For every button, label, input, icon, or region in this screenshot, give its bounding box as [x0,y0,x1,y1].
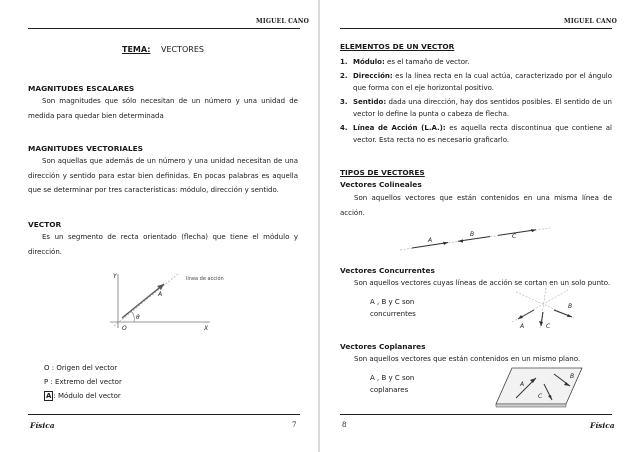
escalares-body: Son magnitudes que sólo necesitan de un número y una unidad de medida para quedar bien determinada [28,97,298,120]
left-page-number: 7 [292,421,297,429]
concurrent-a-label: A [520,323,525,330]
left-page [0,0,318,452]
angle-label: θ [136,314,140,321]
title-label: TEMA: [122,45,151,54]
left-header-rule [28,28,300,29]
element-key: Sentido: [353,98,387,106]
element-item [340,70,612,94]
vector-c-arrow [498,230,536,236]
element-text: es aquella recta discontinua que contiene al vector. Esta recta no es necesario graficarlo. [353,124,612,144]
coplanar-c-label: C [538,393,543,400]
coplanares-figure [496,364,586,410]
left-footer-rule [28,414,300,415]
concurrent-c-label: C [546,323,551,330]
title-text: VECTORES [160,45,204,54]
element-item [340,56,612,68]
coplanar-a-label: A [520,381,525,388]
tipos-heading: TIPOS DE VECTORES [340,168,425,177]
colineal-b-label: B [470,231,475,238]
concurrent-b-label: B [568,303,573,310]
element-num: 4. [340,124,348,132]
y-axis-label: Y [113,273,117,280]
left-footer: Física [30,421,55,430]
legend-origin: O : Origen del vector [44,364,118,372]
line-of-action [114,274,178,326]
right-footer-rule [340,414,612,415]
line-of-action-label: línea de acción [186,276,224,282]
legend-module [44,390,121,403]
coplanares-note-2: coplanares [370,386,409,394]
x-axis-label: X [204,325,209,332]
concurrent-b-head [567,314,572,317]
concurrentes-body: Son aquellos vectores cuyas líneas de acción se cortan en un solo punto. [354,279,611,287]
colineal-c-label: C [512,233,517,240]
vectoriales-body: Son aquellas que además de un número y una unidad necesitan de una dirección y sentido para estar bien definidas. En pocas palabras es aquella que se determinar por tres características: módulo, dirección y sentido. [28,157,298,194]
element-text: dada una dirección, hay dos sentidos posibles. El sentido de un vector lo define la punta o cabeza de flecha. [353,98,612,118]
element-item [340,96,612,120]
element-key: Línea de Acción (L.A.): [353,124,446,132]
escalares-heading: MAGNITUDES ESCALARES [28,84,135,93]
element-key: Dirección: [353,72,393,80]
concurrent-a-head [518,315,523,319]
right-header-rule [340,28,612,29]
vector-figure [100,270,224,340]
element-key: Módulo: [353,58,385,66]
element-text: es la línea recta en la cual actúa, caracterizado por el ángulo que forma con el eje horizontal positivo. [353,72,612,92]
element-text: es el tamaño de vector. [384,58,470,66]
vectoriales-heading: MAGNITUDES VECTORIALES [28,144,143,153]
elements-list [340,56,612,148]
colineales-heading: Vectores Colineales [340,180,422,189]
coplanares-heading: Vectores Coplanares [340,342,426,351]
point-a-label: A [158,291,163,298]
coplanares-body: Son aquellos vectores que están contenidos en un mismo plano. [354,355,581,363]
module-symbol: A [46,392,52,400]
right-header: MIGUEL CANO [564,18,618,25]
element-num: 3. [340,98,348,106]
concurrentes-heading: Vectores Concurrentes [340,266,435,275]
element-num: 2. [340,72,348,80]
concurrent-c-head [539,321,543,326]
page-title [122,44,204,57]
vector-body: Es un segmento de recta orientado (flecha) que tiene el módulo y dirección. [28,233,298,256]
plane-edge [496,404,566,407]
element-num: 1. [340,58,348,66]
legend-module-text: : Módulo del vector [53,392,121,400]
vector-arrow [122,284,164,318]
concurrentes-figure [510,286,580,330]
colineales-figure [400,224,560,254]
concurrentes-note-2: concurrentes [370,310,416,318]
concurrentes-note-1: A , B y C son [370,298,415,306]
element-item [340,122,612,146]
angle-arc [131,311,134,322]
coplanar-b-label: B [570,373,575,380]
origin-label: O [122,325,127,332]
right-page-number: 8 [342,421,347,429]
elements-heading: ELEMENTOS DE UN VECTOR [340,42,455,51]
left-header: MIGUEL CANO [256,18,310,25]
right-footer: Física [590,421,615,430]
coplanares-note-1: A , B y C son [370,374,415,382]
colineal-a-label: A [428,237,433,244]
vector-heading: VECTOR [28,220,62,229]
colineales-body: Son aquellos vectores que están contenidos en una misma línea de acción. [340,194,612,217]
legend-end: P : Extremo del vector [44,378,122,386]
right-page [320,0,638,452]
